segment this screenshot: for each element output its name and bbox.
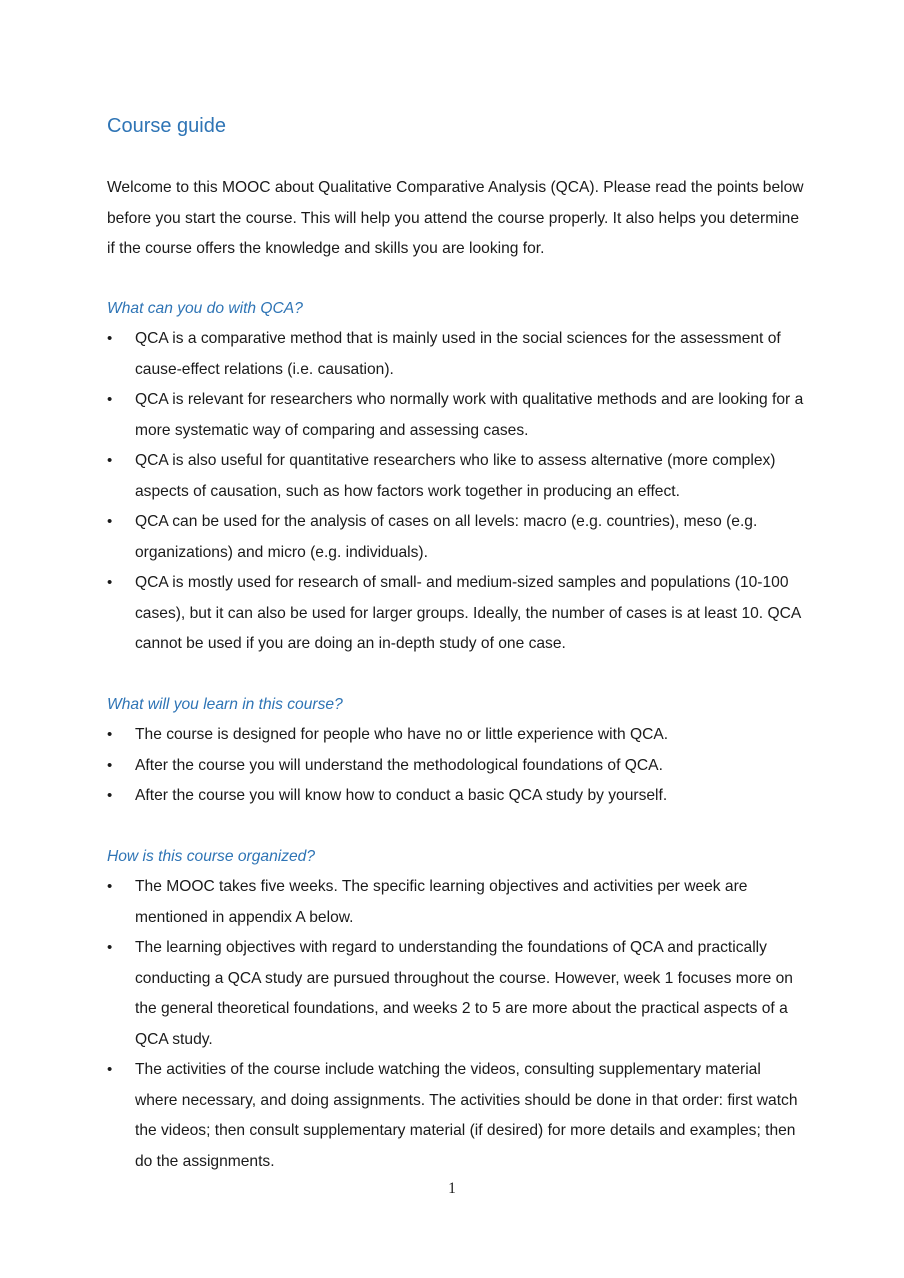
list-item	[107, 385, 807, 446]
list-item-text: QCA is also useful for quantitative researchers who like to assess alternative (more complex) aspects of causation, such as how factors work together in producing an effect.	[135, 452, 776, 500]
list-item	[107, 1055, 807, 1177]
page-number: 1	[448, 1180, 456, 1197]
list-item	[107, 781, 807, 812]
bullet-list-how-organized	[107, 872, 807, 1177]
bullet-icon: •	[107, 939, 113, 956]
list-item	[107, 446, 807, 507]
section-heading-what-will-you-learn: What will you learn in this course?	[107, 695, 343, 713]
bullet-icon: •	[107, 726, 113, 743]
section-heading-how-organized: How is this course organized?	[107, 847, 316, 865]
document-content	[107, 112, 807, 1177]
list-item	[107, 507, 807, 568]
bullet-icon: •	[107, 787, 113, 804]
bullet-icon: •	[107, 391, 113, 408]
bullet-icon: •	[107, 330, 113, 347]
list-item-text: QCA is mostly used for research of small- and medium-sized samples and populations (10-100 cases), but it can also be used for larger groups. Ideally, the number of cases is at least 10. QCA cannot be used if you are doing an in-depth study of one case.	[135, 574, 801, 652]
list-item	[107, 324, 807, 385]
bullet-list-what-can-you-do	[107, 324, 807, 660]
list-item	[107, 720, 807, 751]
page-title: Course guide	[107, 115, 226, 137]
section-heading-what-can-you-do: What can you do with QCA?	[107, 299, 303, 317]
list-item-text: QCA can be used for the analysis of cases on all levels: macro (e.g. countries), meso (e.g. organizations) and micro (e.g. individuals).	[135, 513, 758, 561]
list-item-text: The learning objectives with regard to understanding the foundations of QCA and practically conducting a QCA study are pursued throughout the course. However, week 1 focuses more on the general theoretical foundations, and weeks 2 to 5 are more about the practical aspects of a QCA study.	[135, 939, 793, 1048]
bullet-icon: •	[107, 878, 113, 895]
list-item-text: The activities of the course include watching the videos, consulting supplementary material where necessary, and doing assignments. The activities should be done in that order: first watch the videos; then consult supplementary material (if desired) for more details and examples; then do the assignments.	[135, 1061, 798, 1170]
list-item-text: The course is designed for people who have no or little experience with QCA.	[135, 726, 669, 743]
list-item-text: QCA is relevant for researchers who normally work with qualitative methods and are looking for a more systematic way of comparing and assessing cases.	[135, 391, 804, 439]
list-item	[107, 751, 807, 782]
list-item-text: After the course you will know how to conduct a basic QCA study by yourself.	[135, 787, 668, 804]
intro-paragraph: Welcome to this MOOC about Qualitative Comparative Analysis (QCA). Please read the points below before you start the course. This will help you attend the course properly. It also helps you determine if the course offers the knowledge and skills you are looking for.	[107, 179, 804, 257]
list-item-text: After the course you will understand the methodological foundations of QCA.	[135, 756, 663, 774]
bullet-icon: •	[107, 1061, 113, 1078]
bullet-list-what-will-you-learn	[107, 720, 807, 812]
bullet-icon: •	[107, 513, 113, 530]
list-item-text: The MOOC takes five weeks. The specific learning objectives and activities per week are mentioned in appendix A below.	[135, 878, 748, 926]
bullet-icon: •	[107, 574, 113, 591]
bullet-icon: •	[107, 452, 113, 469]
list-item	[107, 872, 807, 933]
list-item	[107, 568, 807, 660]
bullet-icon: •	[107, 756, 113, 774]
list-item-text: QCA is a comparative method that is mainly used in the social sciences for the assessment of cause-effect relations (i.e. causation).	[135, 330, 781, 378]
list-item	[107, 933, 807, 1055]
